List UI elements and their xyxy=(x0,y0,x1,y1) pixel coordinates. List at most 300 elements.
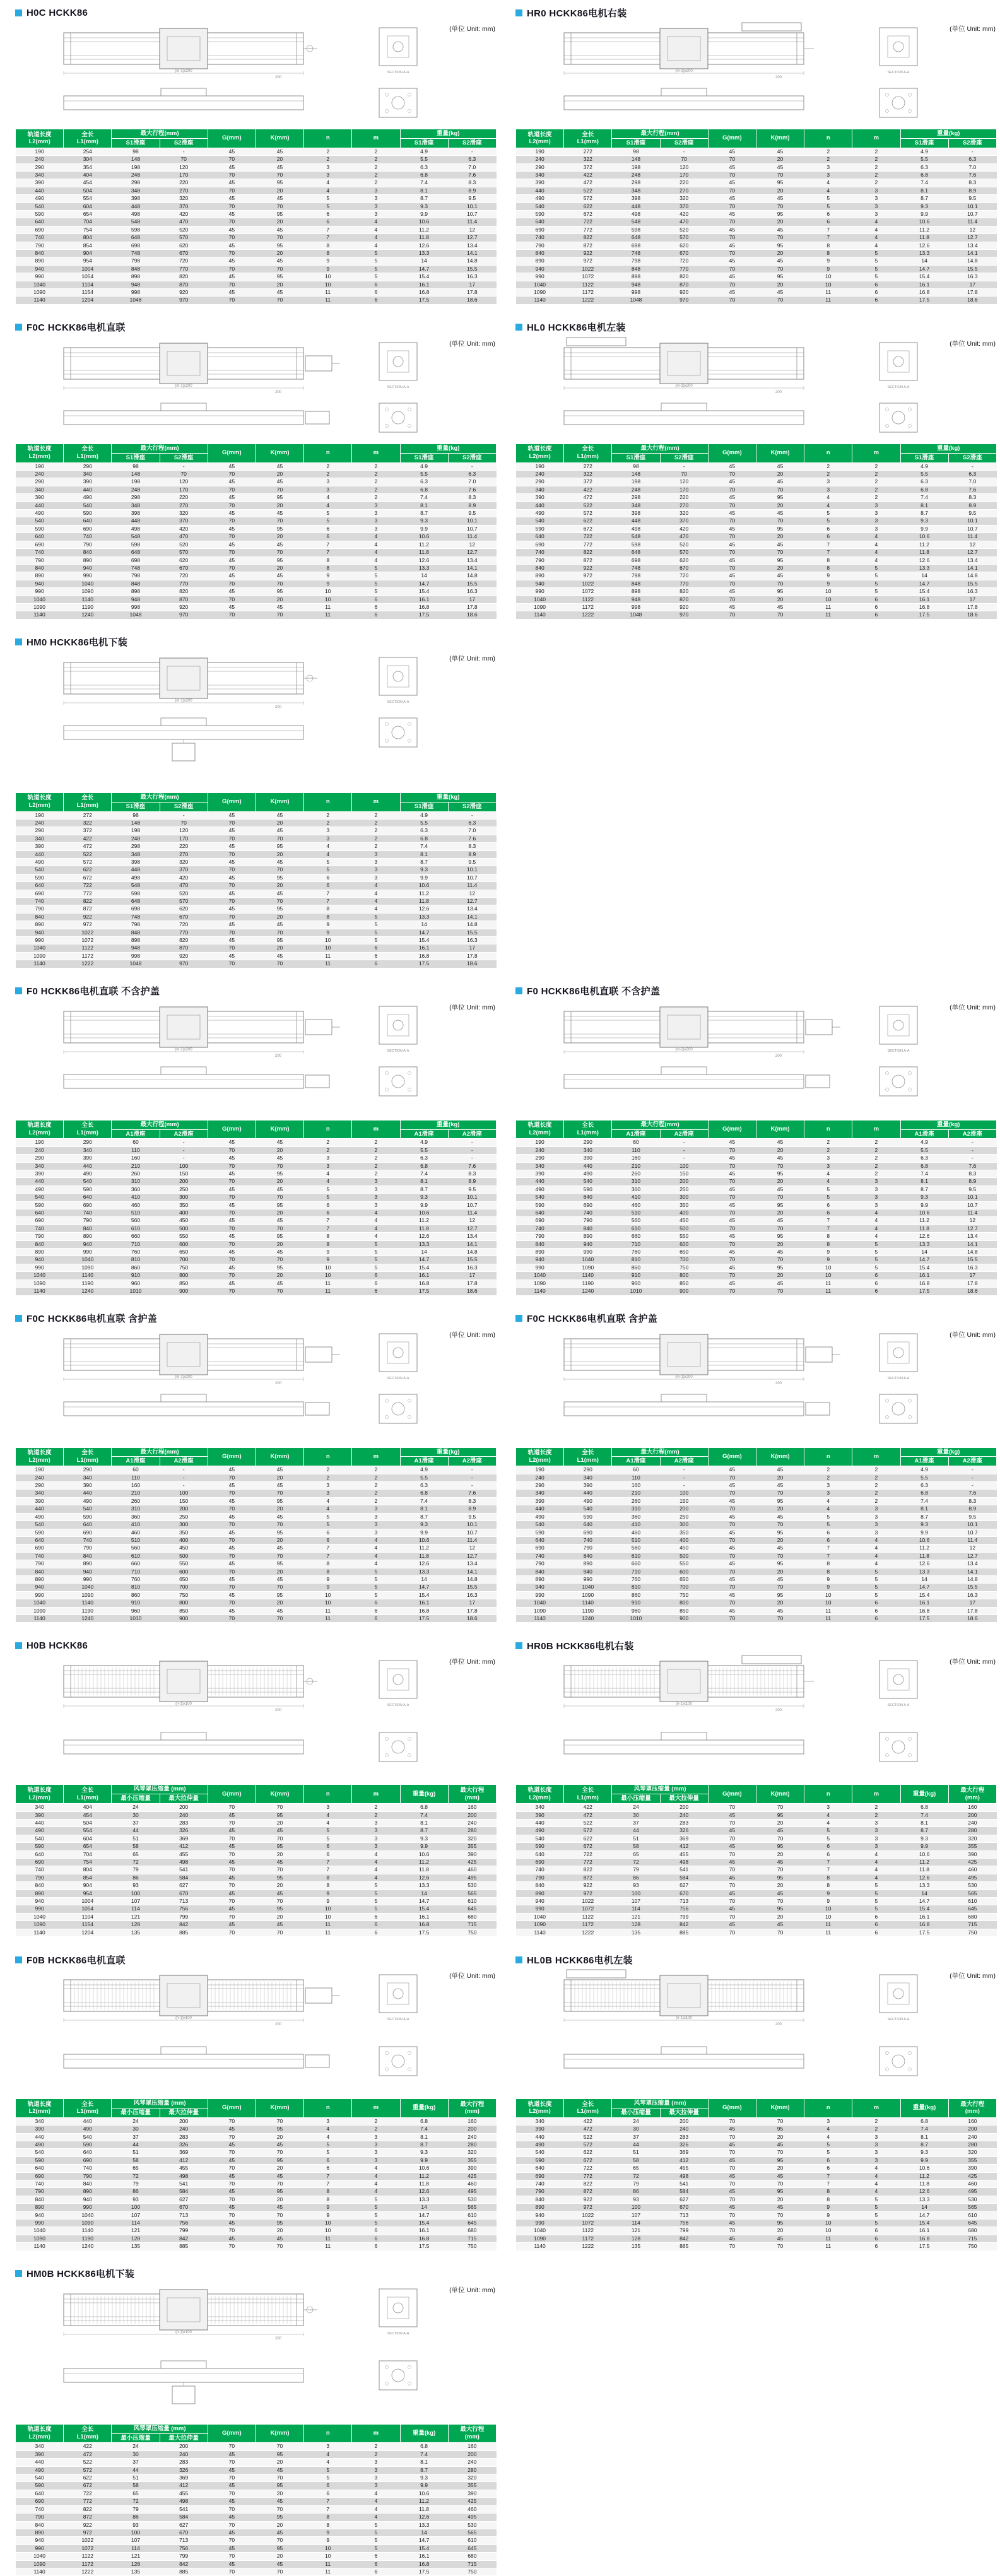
cell-g: 70 xyxy=(708,250,756,257)
cell-weight-s1: 14 xyxy=(900,572,948,580)
cell-total-length: 822 xyxy=(64,2505,112,2513)
cell-weight: 8.7 xyxy=(400,2141,448,2149)
cell-max-extend: 412 xyxy=(660,2156,708,2164)
cell-weight-s2: 12 xyxy=(448,890,496,897)
cell-stroke-s2: 370 xyxy=(160,203,208,210)
cell-weight-s1: 8.7 xyxy=(400,1185,448,1193)
cell-track-length: 340 xyxy=(516,2117,564,2125)
cell-total-length: 1040 xyxy=(564,1256,612,1264)
cell-g: 45 xyxy=(708,195,756,203)
cell-total-length: 640 xyxy=(564,1194,612,1201)
cell-stroke-s1: 898 xyxy=(112,273,160,281)
spec-table xyxy=(515,129,997,305)
svg-text:SECTION A-A: SECTION A-A xyxy=(887,1049,909,1053)
cell-track-length: 440 xyxy=(16,187,64,194)
cell-n: 4 xyxy=(804,1505,852,1513)
cell-m: 5 xyxy=(352,929,400,936)
cell-max-stroke: 680 xyxy=(448,2227,496,2235)
cell-k: 70 xyxy=(756,1898,804,1905)
cell-track-length: 390 xyxy=(16,1170,64,1178)
section-header xyxy=(15,636,497,649)
cell-track-length: 540 xyxy=(516,1194,564,1201)
cell-track-length: 590 xyxy=(516,1201,564,1209)
cell-stroke-s2: 700 xyxy=(160,1256,208,1264)
cell-weight-s1: 17.5 xyxy=(900,297,948,304)
cell-m: 2 xyxy=(352,1162,400,1170)
cell-track-length: 1040 xyxy=(16,596,64,603)
cell-track-length: 890 xyxy=(16,2529,64,2536)
cell-g: 45 xyxy=(208,2560,256,2568)
cell-weight: 12.6 xyxy=(400,1874,448,1881)
cell-track-length: 1040 xyxy=(516,281,564,288)
cell-max-stroke: 610 xyxy=(948,2211,996,2219)
cell-total-length: 390 xyxy=(64,478,112,486)
cell-total-length: 490 xyxy=(64,494,112,502)
cell-weight-s2: - xyxy=(448,1482,496,1490)
cell-stroke-s1: 760 xyxy=(112,1249,160,1256)
cell-weight-s2: - xyxy=(448,148,496,155)
cell-n: 6 xyxy=(304,1529,352,1536)
cell-total-length: 790 xyxy=(64,1544,112,1552)
cell-min-compress: 135 xyxy=(112,2243,160,2250)
table-row xyxy=(16,203,497,210)
cell-stroke-s1: 798 xyxy=(112,572,160,580)
cell-m: 4 xyxy=(352,234,400,242)
cell-total-length: 754 xyxy=(64,1858,112,1866)
cell-g: 70 xyxy=(208,913,256,920)
cell-stroke-s1: 648 xyxy=(612,549,660,556)
cell-n: 4 xyxy=(804,502,852,509)
table-row xyxy=(516,265,997,273)
table-row xyxy=(16,1898,497,1905)
cell-n: 6 xyxy=(304,211,352,218)
cell-track-length: 940 xyxy=(516,265,564,273)
cell-total-length: 1240 xyxy=(564,1614,612,1622)
cell-max-stroke: 680 xyxy=(948,2227,996,2235)
cell-track-length: 540 xyxy=(16,1194,64,1201)
cell-n: 5 xyxy=(804,2149,852,2156)
cell-total-length: 472 xyxy=(564,2126,612,2133)
cell-g: 45 xyxy=(208,1249,256,1256)
cell-min-compress: 30 xyxy=(112,2450,160,2458)
cell-min-compress: 24 xyxy=(112,2443,160,2450)
cell-stroke-s2: 350 xyxy=(660,1201,708,1209)
cell-m: 2 xyxy=(352,843,400,850)
col-n: n xyxy=(304,2099,352,2118)
cell-track-length: 1140 xyxy=(16,1929,64,1936)
cell-m: 3 xyxy=(352,1178,400,1185)
cell-m: 4 xyxy=(352,1536,400,1544)
table-row xyxy=(16,2196,497,2203)
cell-total-length: 1140 xyxy=(564,1599,612,1607)
cell-weight-s1: 13.3 xyxy=(400,1568,448,1575)
cell-m: 5 xyxy=(852,1264,900,1271)
cell-k: 45 xyxy=(756,510,804,517)
cell-stroke-s1: 710 xyxy=(612,1240,660,1248)
cell-n: 4 xyxy=(304,494,352,502)
table-row xyxy=(516,1874,997,1881)
cell-track-length: 1090 xyxy=(16,603,64,611)
cell-weight-s1: 10.6 xyxy=(400,218,448,226)
cell-total-length: 890 xyxy=(64,556,112,564)
cell-weight: 8.1 xyxy=(400,1819,448,1826)
cell-max-stroke: 390 xyxy=(448,1850,496,1858)
cell-stroke-s1: 710 xyxy=(112,1568,160,1575)
cell-weight-s2: 12.7 xyxy=(448,234,496,242)
cell-k: 45 xyxy=(756,163,804,171)
cell-stroke-s2: 550 xyxy=(160,1560,208,1568)
cell-k: 70 xyxy=(256,1225,303,1232)
cell-weight-s1: 9.9 xyxy=(900,525,948,532)
cell-track-length: 890 xyxy=(16,2204,64,2211)
cell-k: 70 xyxy=(256,960,303,968)
cell-m: 2 xyxy=(852,2126,900,2133)
cell-n: 10 xyxy=(304,588,352,596)
table-row xyxy=(516,1591,997,1599)
cell-stroke-s2: 620 xyxy=(160,242,208,249)
cell-max-stroke: 715 xyxy=(448,1921,496,1929)
cell-stroke-s2: 250 xyxy=(660,1513,708,1520)
cell-n: 5 xyxy=(804,1185,852,1193)
cell-g: 70 xyxy=(208,944,256,952)
cell-stroke-s2: 350 xyxy=(160,1529,208,1536)
table-row xyxy=(516,2133,997,2141)
cell-stroke-s1: 510 xyxy=(612,1209,660,1217)
cell-weight-s2: 14.8 xyxy=(448,572,496,580)
cell-weight-s1: 6.8 xyxy=(400,486,448,493)
cell-track-length: 840 xyxy=(16,1240,64,1248)
svg-text:(m-1)x200: (m-1)x200 xyxy=(174,69,192,73)
cell-stroke-s2: 120 xyxy=(160,478,208,486)
cell-k: 45 xyxy=(256,1575,303,1583)
cell-weight-s2: 10.7 xyxy=(948,1201,996,1209)
cell-n: 10 xyxy=(304,1272,352,1279)
cell-total-length: 604 xyxy=(64,203,112,210)
cell-m: 3 xyxy=(852,1505,900,1513)
cell-max-extend: 885 xyxy=(660,1929,708,1936)
cell-weight-s2: 14.8 xyxy=(448,1575,496,1583)
cell-m: 4 xyxy=(352,1225,400,1232)
cell-n: 6 xyxy=(804,211,852,218)
cell-weight-s1: 9.3 xyxy=(900,203,948,210)
cell-track-length: 1090 xyxy=(16,1607,64,1614)
cell-weight-s1: 9.3 xyxy=(400,1521,448,1529)
cell-total-length: 272 xyxy=(564,148,612,155)
cell-g: 70 xyxy=(708,1288,756,1295)
table-row xyxy=(516,1850,997,1858)
header-row xyxy=(16,444,497,453)
cell-k: 70 xyxy=(256,929,303,936)
cell-stroke-s2: 100 xyxy=(160,1162,208,1170)
cell-weight-s1: 9.3 xyxy=(900,517,948,525)
cell-min-compress: 37 xyxy=(612,2133,660,2141)
cell-weight-s1: 11.2 xyxy=(400,890,448,897)
col-g: G(mm) xyxy=(208,792,256,811)
cell-n: 10 xyxy=(304,2553,352,2560)
cell-n: 2 xyxy=(804,156,852,163)
section-title: F0 HCKK86电机直联 不含护盖 xyxy=(527,986,661,997)
col-weight-s2: A2滑座 xyxy=(948,1457,996,1466)
cell-track-length: 790 xyxy=(16,2188,64,2196)
cell-max-extend: 369 xyxy=(160,2474,208,2482)
cell-g: 70 xyxy=(208,1536,256,1544)
table-row xyxy=(16,1890,497,1897)
cell-track-length: 590 xyxy=(16,1843,64,1850)
cell-stroke-s2: 420 xyxy=(160,525,208,532)
cell-weight-s1: 14 xyxy=(400,1575,448,1583)
cell-track-length: 390 xyxy=(16,1811,64,1819)
cell-max-stroke: 645 xyxy=(448,2220,496,2227)
table-row xyxy=(516,1139,997,1146)
cell-n: 5 xyxy=(304,1835,352,1842)
cell-weight-s2: - xyxy=(948,1482,996,1490)
cell-g: 70 xyxy=(208,1505,256,1513)
cell-min-compress: 72 xyxy=(112,1858,160,1866)
cell-track-length: 1140 xyxy=(16,1288,64,1295)
cell-weight: 9.9 xyxy=(900,2156,948,2164)
cell-stroke-s2: 370 xyxy=(660,203,708,210)
cell-total-length: 654 xyxy=(64,1843,112,1850)
section-header xyxy=(515,321,997,334)
cell-weight-s1: 10.6 xyxy=(400,1209,448,1217)
col-weight-s1: A1滑座 xyxy=(900,1129,948,1139)
col-g: G(mm) xyxy=(208,129,256,148)
cell-max-extend: 756 xyxy=(160,2544,208,2552)
cell-g: 70 xyxy=(208,897,256,905)
cell-weight-s2: 7.0 xyxy=(448,478,496,486)
cell-n: 10 xyxy=(304,596,352,603)
cell-stroke-s2: 70 xyxy=(660,471,708,478)
cell-weight-s1: 7.4 xyxy=(400,843,448,850)
cell-min-compress: 86 xyxy=(112,2514,160,2521)
cell-total-length: 322 xyxy=(64,819,112,826)
cell-n: 9 xyxy=(304,572,352,580)
cell-k: 95 xyxy=(256,211,303,218)
svg-text:(m-1)x200: (m-1)x200 xyxy=(674,384,693,388)
cell-max-extend: 885 xyxy=(160,1929,208,1936)
cell-track-length: 590 xyxy=(16,874,64,881)
table-row xyxy=(16,1858,497,1866)
cell-track-length: 740 xyxy=(516,234,564,242)
cell-n: 3 xyxy=(804,171,852,179)
cell-m: 5 xyxy=(852,588,900,596)
cell-weight-s1: 8.1 xyxy=(900,1505,948,1513)
cell-stroke-s2: 270 xyxy=(160,502,208,509)
section-header xyxy=(15,1312,497,1325)
cell-max-extend: 584 xyxy=(160,2188,208,2196)
cell-max-stroke: 240 xyxy=(448,1819,496,1826)
cell-stroke-s2: 850 xyxy=(660,1279,708,1287)
table-row xyxy=(516,2156,997,2164)
cell-max-extend: 670 xyxy=(660,2204,708,2211)
table-row xyxy=(516,2172,997,2180)
cell-stroke-s1: 210 xyxy=(612,1490,660,1497)
cell-min-compress: 128 xyxy=(112,2235,160,2242)
cell-m: 2 xyxy=(852,1804,900,1811)
cell-stroke-s2: 970 xyxy=(660,611,708,619)
table-row xyxy=(516,2117,997,2125)
cell-track-length: 790 xyxy=(16,2514,64,2521)
cell-total-length: 572 xyxy=(564,1827,612,1835)
cell-track-length: 990 xyxy=(516,588,564,596)
cell-g: 45 xyxy=(708,1513,756,1520)
table-row xyxy=(16,2521,497,2529)
cell-stroke-s1: 798 xyxy=(112,921,160,929)
col-total-length: 全长 L1(mm) xyxy=(564,129,612,148)
cell-total-length: 622 xyxy=(64,2474,112,2482)
cell-max-stroke: 160 xyxy=(448,1804,496,1811)
cell-stroke-s1: 1048 xyxy=(112,611,160,619)
cell-stroke-s1: 598 xyxy=(612,541,660,548)
table-row xyxy=(516,2188,997,2196)
cell-k: 45 xyxy=(756,1858,804,1866)
cell-m: 3 xyxy=(852,203,900,210)
cell-g: 70 xyxy=(708,2180,756,2188)
col-k: K(mm) xyxy=(256,792,303,811)
cell-g: 45 xyxy=(708,541,756,548)
cell-total-length: 790 xyxy=(64,2172,112,2180)
cell-min-compress: 51 xyxy=(612,2149,660,2156)
col-weight-s1: S1滑座 xyxy=(400,802,448,811)
cell-n: 4 xyxy=(304,179,352,187)
cell-g: 70 xyxy=(708,517,756,525)
cell-stroke-s2: 150 xyxy=(660,1170,708,1178)
cell-max-stroke: 530 xyxy=(448,1882,496,1890)
cell-max-stroke: 530 xyxy=(948,1882,996,1890)
cell-m: 2 xyxy=(852,494,900,502)
cell-n: 7 xyxy=(804,541,852,548)
cell-weight-s2: 7.6 xyxy=(948,1162,996,1170)
cell-n: 7 xyxy=(304,2498,352,2505)
cell-total-length: 554 xyxy=(64,1827,112,1835)
cell-total-length: 554 xyxy=(64,195,112,203)
cell-max-stroke: 645 xyxy=(948,1905,996,1913)
cell-k: 20 xyxy=(256,250,303,257)
cell-g: 70 xyxy=(708,1194,756,1201)
cell-track-length: 490 xyxy=(16,2141,64,2149)
cell-weight-s1: 13.3 xyxy=(400,250,448,257)
cell-total-length: 972 xyxy=(564,1890,612,1897)
cell-weight-s1: 16.1 xyxy=(400,944,448,952)
col-weight-s2: A2滑座 xyxy=(448,1129,496,1139)
cell-total-length: 722 xyxy=(64,882,112,890)
cell-m: 2 xyxy=(352,486,400,493)
cell-stroke-s1: 660 xyxy=(112,1560,160,1568)
cell-m: 5 xyxy=(852,1575,900,1583)
cell-stroke-s1: 198 xyxy=(112,478,160,486)
cell-weight-s2: 11.4 xyxy=(948,533,996,541)
table-row xyxy=(16,2235,497,2242)
cell-m: 6 xyxy=(352,1272,400,1279)
cell-min-compress: 79 xyxy=(112,2505,160,2513)
cell-total-length: 922 xyxy=(64,2521,112,2529)
cell-max-extend: 541 xyxy=(660,2180,708,2188)
cell-n: 5 xyxy=(304,1194,352,1201)
cell-k: 70 xyxy=(256,1490,303,1497)
cell-m: 2 xyxy=(852,486,900,493)
cell-max-stroke: 320 xyxy=(948,2149,996,2156)
cell-max-extend: 584 xyxy=(660,1874,708,1881)
unit-note: (单位 Unit: mm) xyxy=(449,1331,495,1339)
cell-weight-s1: 14.7 xyxy=(900,265,948,273)
cell-weight-s1: 8.1 xyxy=(900,1178,948,1185)
cell-track-length: 240 xyxy=(516,1146,564,1154)
technical-drawing xyxy=(26,1967,486,2096)
cell-track-length: 990 xyxy=(516,273,564,281)
cell-track-length: 290 xyxy=(16,163,64,171)
cell-k: 20 xyxy=(256,2553,303,2560)
cell-g: 45 xyxy=(708,1560,756,1568)
cell-track-length: 590 xyxy=(16,1201,64,1209)
cell-k: 95 xyxy=(256,2220,303,2227)
cell-k: 45 xyxy=(256,289,303,297)
table-row xyxy=(16,1482,497,1490)
cell-weight-s1: 11.2 xyxy=(400,1217,448,1225)
cell-weight: 13.3 xyxy=(400,1882,448,1890)
cell-stroke-s1: 1010 xyxy=(612,1288,660,1295)
cell-stroke-s1: 660 xyxy=(612,1560,660,1568)
col-n: n xyxy=(304,1120,352,1139)
cell-n: 3 xyxy=(304,2117,352,2125)
cell-k: 45 xyxy=(256,1482,303,1490)
cell-stroke-s2: - xyxy=(160,1139,208,1146)
cell-track-length: 290 xyxy=(516,478,564,486)
cell-max-extend: 541 xyxy=(160,2505,208,2513)
cell-total-length: 740 xyxy=(564,1536,612,1544)
cell-n: 8 xyxy=(804,242,852,249)
table-row xyxy=(516,2165,997,2172)
cell-n: 2 xyxy=(304,1146,352,1154)
cell-g: 45 xyxy=(208,2220,256,2227)
section-bullet-icon xyxy=(15,987,22,994)
cell-weight-s2: 14.8 xyxy=(448,1249,496,1256)
cell-weight: 11.2 xyxy=(400,1858,448,1866)
cell-min-compress: 114 xyxy=(112,1905,160,1913)
cell-k: 70 xyxy=(256,171,303,179)
cell-total-length: 640 xyxy=(64,517,112,525)
cell-total-length: 740 xyxy=(564,1209,612,1217)
cell-weight-s1: 17.5 xyxy=(400,1288,448,1295)
table-row xyxy=(516,297,997,304)
spec-table-wrap xyxy=(15,444,497,620)
cell-track-length: 840 xyxy=(516,2196,564,2203)
col-weight-s2: S2滑座 xyxy=(448,802,496,811)
cell-total-length: 922 xyxy=(564,564,612,572)
cell-k: 70 xyxy=(756,486,804,493)
cell-weight-s1: 8.1 xyxy=(400,502,448,509)
cell-g: 70 xyxy=(208,2243,256,2250)
cell-g: 70 xyxy=(208,549,256,556)
cell-total-length: 822 xyxy=(564,1866,612,1874)
cell-min-compress: 24 xyxy=(112,1804,160,1811)
cell-m: 3 xyxy=(852,187,900,194)
col-k: K(mm) xyxy=(756,444,804,462)
cell-k: 95 xyxy=(256,494,303,502)
col-stroke-s1: S1滑座 xyxy=(112,802,160,811)
table-row xyxy=(16,2514,497,2521)
cell-k: 45 xyxy=(756,1466,804,1474)
cell-n: 7 xyxy=(304,1866,352,1874)
cell-stroke-s2: 270 xyxy=(660,502,708,509)
cell-m: 2 xyxy=(352,163,400,171)
table-row xyxy=(16,1536,497,1544)
cell-total-length: 1140 xyxy=(64,596,112,603)
cell-m: 3 xyxy=(352,1843,400,1850)
cell-stroke-s1: 810 xyxy=(112,1256,160,1264)
cell-g: 45 xyxy=(708,257,756,265)
cell-g: 45 xyxy=(708,1874,756,1881)
cell-weight-s2: 7.6 xyxy=(948,171,996,179)
